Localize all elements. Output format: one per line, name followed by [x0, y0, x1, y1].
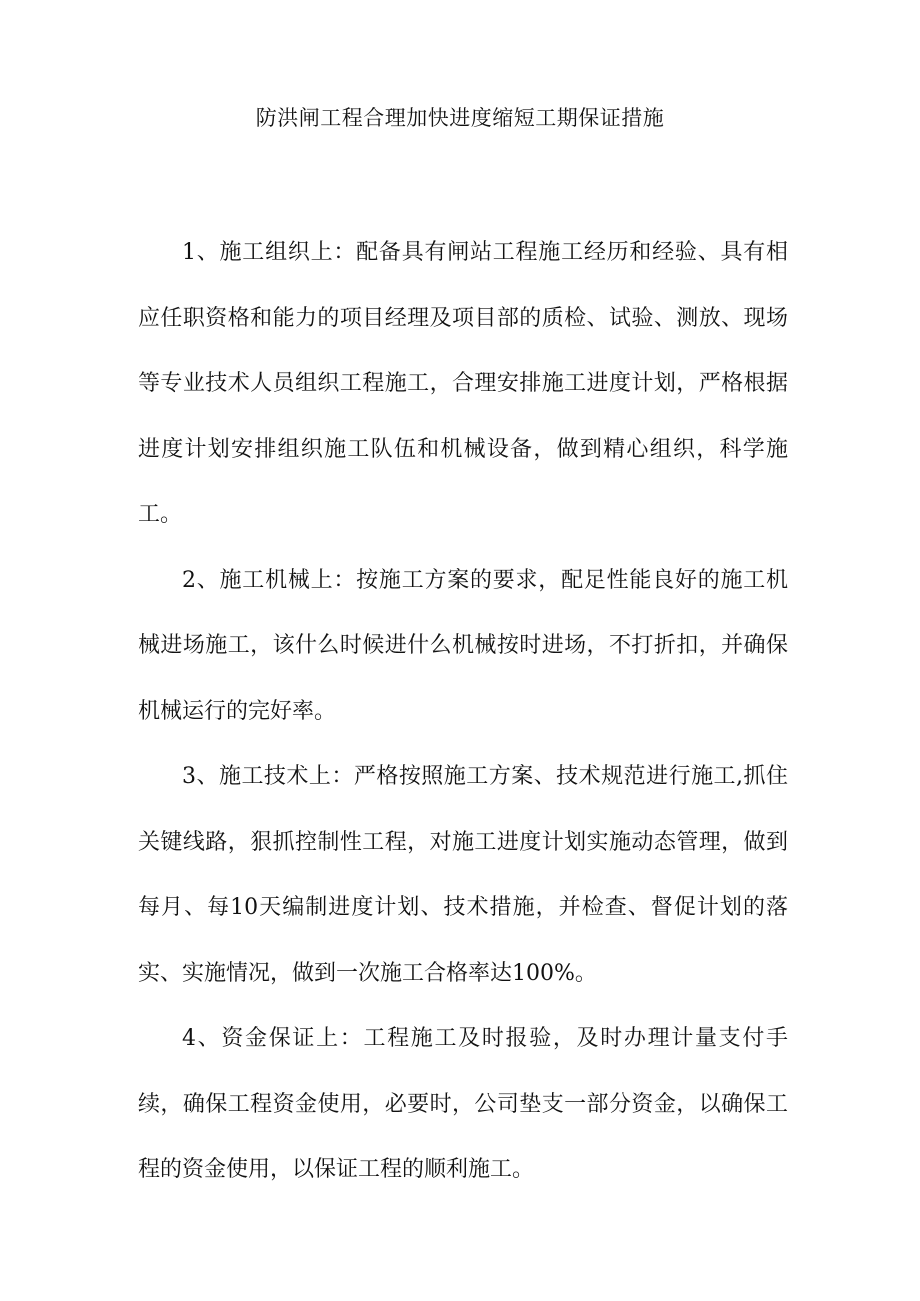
paragraph-construction-organization: 1、施工组织上：配备具有闸站工程施工经历和经验、具有相应任职资格和能力的项目经理及项目部的质检、试验、测放、现场等专业技术人员组织工程施工，合理安排施工进度计划，严格根据进度计划安排组织施工队伍和机械设备，做到精心组织，科学施工。: [138, 240, 788, 527]
paragraph-funding-guarantee: 4、资金保证上：工程施工及时报验，及时办理计量支付手续，确保工程资金使用，必要时，公司垫支一部分资金，以确保工程的资金使用，以保证工程的顺利施工。: [138, 1026, 788, 1182]
document-title: 防洪闸工程合理加快进度缩短工期保证措施: [255, 106, 665, 130]
document-body: [138, 220, 788, 1203]
paragraph-construction-technology: 3、施工技术上：严格按照施工方案、技术规范进行施工,抓住关键线路，狠抓控制性工程，对施工进度计划实施动态管理，做到每月、每10天编制进度计划、技术措施，并检查、督促计划的落实、实施情况，做到一次施工合格率达100%。: [138, 764, 788, 986]
paragraph-construction-machinery: 2、施工机械上：按施工方案的要求，配足性能良好的施工机械进场施工，该什么时候进什么机械按时进场，不打折扣，并确保机械运行的完好率。: [138, 567, 788, 724]
